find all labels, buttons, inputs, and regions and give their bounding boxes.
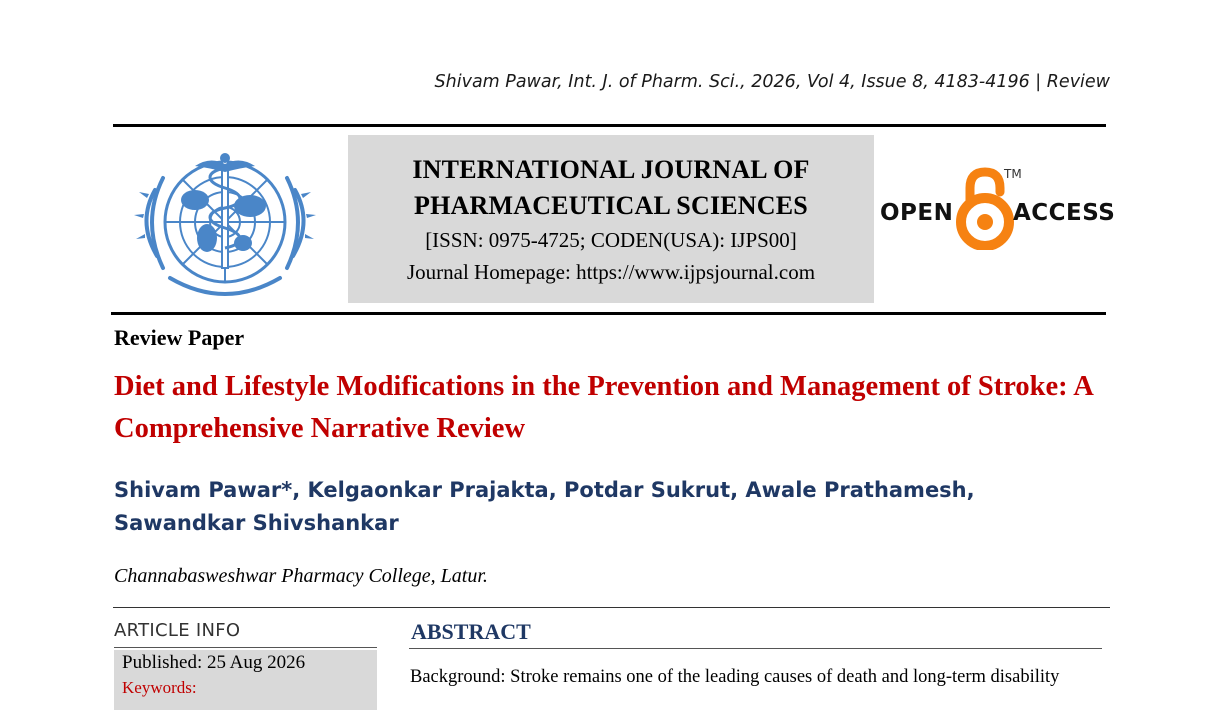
article-info-heading: ARTICLE INFO (114, 620, 241, 641)
published-date: Published: 25 Aug 2026 (122, 652, 306, 673)
author-list-line1: Shivam Pawar*, Kelgaonkar Prajakta, Potdar Sukrut, Awale Prathamesh, (114, 478, 975, 502)
article-info-box (114, 650, 377, 710)
open-access-access-text: ACCESS (1013, 200, 1116, 226)
journal-logo-emblem-icon (125, 138, 325, 306)
header-rule-bottom (111, 312, 1106, 315)
open-access-open-text: OPEN (880, 200, 954, 226)
journal-issn: [ISSN: 0975-4725; CODEN(USA): IJPS00] (425, 228, 797, 252)
journal-info-box (348, 135, 874, 303)
journal-name (348, 152, 874, 224)
keywords-label: Keywords: (122, 678, 197, 697)
abstract-heading: ABSTRACT (411, 619, 531, 644)
author-affiliation: Channabasweshwar Pharmacy College, Latur. (114, 565, 488, 587)
paper-type: Review Paper (114, 325, 245, 350)
article-info-rule (114, 647, 377, 648)
journal-name-line1: INTERNATIONAL JOURNAL OF (412, 155, 810, 184)
journal-homepage[interactable]: Journal Homepage: https://www.ijpsjournal.com (406, 260, 816, 284)
abstract-text: Background: Stroke remains one of the leading causes of death and long-term disability (410, 667, 1060, 687)
paper-title: Diet and Lifestyle Modifications in the Prevention and Management of Stroke: A Comprehensive Narrative Review (114, 371, 1093, 444)
author-list-line2: Sawandkar Shivshankar (114, 511, 399, 535)
author-list (114, 474, 1114, 540)
abstract-rule (409, 648, 1102, 649)
open-access-trademark: TM (1004, 167, 1022, 181)
journal-name-line2: PHARMACEUTICAL SCIENCES (414, 191, 808, 220)
header-rule-top (113, 124, 1106, 127)
open-access-logo (880, 162, 1116, 252)
citation-header: Shivam Pawar, Int. J. of Pharm. Sci., 2026, Vol 4, Issue 8, 4183-4196 | Review (434, 72, 1110, 92)
section-divider (113, 607, 1110, 608)
